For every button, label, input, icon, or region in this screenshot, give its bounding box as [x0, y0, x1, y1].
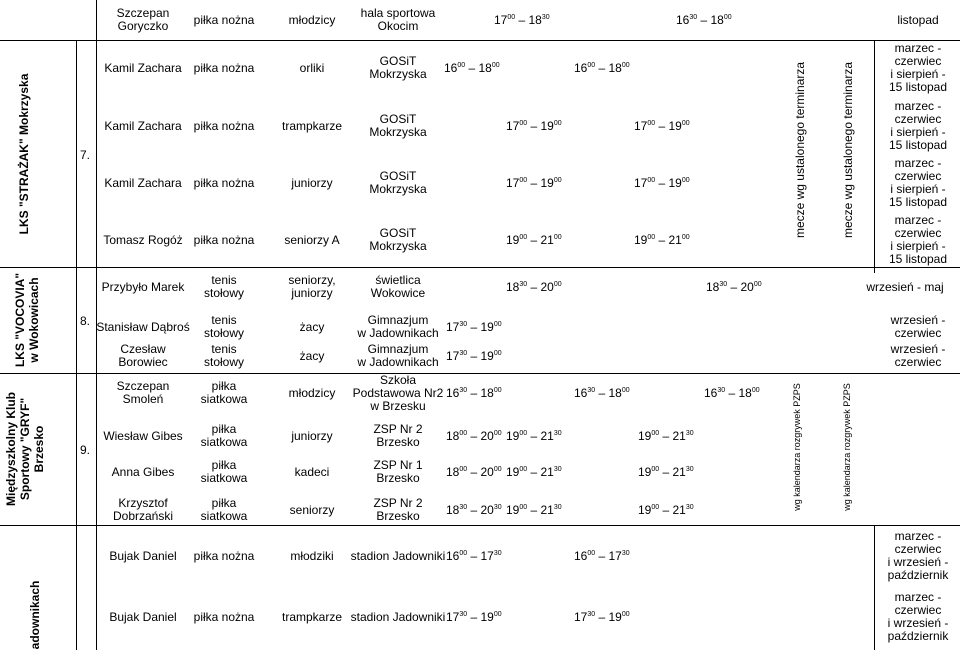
training-time: [446, 610, 502, 624]
training-time: [446, 549, 502, 563]
age-group: trampkarze: [281, 609, 343, 624]
time-hour: 19: [480, 610, 494, 624]
time-minute: 00: [493, 430, 502, 437]
training-time: [446, 349, 502, 363]
time-minute: 00: [519, 120, 528, 127]
time-hour: 16: [574, 61, 588, 75]
coach-name: Bujak Daniel: [109, 609, 177, 624]
time-minute: 30: [685, 466, 694, 473]
training-time: [446, 503, 502, 517]
time-minute: 00: [519, 504, 528, 511]
time-minute: 30: [719, 281, 728, 288]
age-group: orliki: [299, 60, 325, 75]
sport-type: piłka siatkowa: [200, 422, 248, 449]
time-minute: 00: [621, 62, 630, 69]
time-dash: –: [467, 320, 481, 334]
time-hour: 18: [506, 280, 520, 294]
time-dash: –: [527, 233, 541, 247]
time-hour: 18: [608, 61, 622, 75]
row-divider: [0, 267, 960, 268]
coach-name: Kamil Zachara: [104, 118, 182, 133]
time-hour: 18: [446, 429, 460, 443]
time-minute: 30: [541, 14, 550, 21]
training-period: wrzesień - czerwiec: [890, 313, 946, 340]
time-minute: 30: [685, 430, 694, 437]
time-minute: 30: [717, 387, 726, 394]
coach-name: Krzysztof Dobrzański: [112, 496, 174, 523]
training-time: [638, 465, 694, 479]
time-hour: 16: [444, 61, 458, 75]
vertical-note: wg kalendarza rozgrywek PZPS: [842, 383, 852, 511]
coach-name: Kamil Zachara: [104, 60, 182, 75]
time-hour: 21: [672, 429, 686, 443]
training-time: [444, 61, 500, 75]
sport-type: piłka nożna: [193, 232, 255, 247]
age-group: młodziki: [290, 548, 334, 563]
time-hour: 17: [506, 176, 520, 190]
coach-name: Wiesław Gibes: [103, 428, 183, 443]
time-minute: 30: [587, 387, 596, 394]
club-number: 8.: [80, 314, 91, 328]
time-minute: 00: [457, 62, 466, 69]
time-hour: 19: [668, 119, 682, 133]
time-hour: 18: [710, 13, 724, 27]
time-hour: 19: [480, 320, 494, 334]
time-hour: 20: [480, 503, 494, 517]
coach-name: Anna Gibes: [111, 464, 175, 479]
row-divider: [0, 40, 960, 41]
age-group: żacy: [299, 348, 325, 363]
time-hour: 17: [446, 610, 460, 624]
column-divider: [874, 525, 875, 650]
venue: Szkoła Podstawowa Nr2 w Brzesku: [352, 372, 444, 413]
time-minute: 30: [553, 504, 562, 511]
time-hour: 21: [668, 233, 682, 247]
training-time: [446, 429, 502, 443]
coach-name: Kamil Zachara: [104, 175, 182, 190]
club-name: Międzyszkolny Klub Sportowy "GRYF" Brzesko: [4, 391, 46, 507]
time-minute: 00: [621, 611, 630, 618]
time-hour: 19: [638, 503, 652, 517]
training-time: [634, 176, 690, 190]
venue: GOSiT Mokrzyska: [369, 169, 427, 196]
time-dash: –: [527, 119, 541, 133]
training-time: [446, 320, 502, 334]
sport-type: piłka nożna: [193, 60, 255, 75]
venue: świetlica Wokowice: [370, 273, 426, 300]
time-dash: –: [527, 429, 541, 443]
time-hour: 19: [638, 429, 652, 443]
venue: hala sportowa Okocim: [360, 6, 436, 33]
time-minute: 30: [493, 550, 502, 557]
time-minute: 00: [493, 350, 502, 357]
time-hour: 17: [574, 610, 588, 624]
time-minute: 00: [651, 504, 660, 511]
time-minute: 00: [681, 177, 690, 184]
time-hour: 16: [446, 549, 460, 563]
time-minute: 00: [519, 234, 528, 241]
time-hour: 19: [506, 465, 520, 479]
time-minute: 00: [647, 234, 656, 241]
time-dash: –: [697, 13, 711, 27]
training-period: marzec - czerwiec i sierpień - 15 listopad: [888, 156, 948, 209]
column-divider: [874, 40, 875, 273]
training-period: wrzesień - czerwiec: [890, 342, 946, 369]
training-time: [506, 233, 562, 247]
training-period: marzec - czerwiec i sierpień - 15 listopad: [888, 41, 948, 94]
time-hour: 20: [480, 429, 494, 443]
age-group: seniorzy: [289, 502, 335, 517]
training-time: [506, 429, 562, 443]
vertical-note: wg kalendarza rozgrywek PZPS: [792, 383, 802, 511]
training-period: marzec - czerwiec i wrzesień - październik: [887, 529, 949, 582]
time-hour: 18: [478, 61, 492, 75]
time-minute: 30: [621, 550, 630, 557]
time-minute: 00: [553, 281, 562, 288]
sport-type: tenis stołowy: [203, 342, 244, 369]
venue: Gimnazjum w Jadownikach: [357, 342, 439, 369]
time-minute: 00: [493, 387, 502, 394]
column-divider: [76, 40, 77, 650]
time-hour: 21: [672, 503, 686, 517]
training-time: [574, 386, 630, 400]
training-time: [704, 386, 760, 400]
training-time: [574, 549, 630, 563]
time-minute: 30: [689, 14, 698, 21]
age-group: żacy: [299, 319, 325, 334]
time-hour: 19: [506, 429, 520, 443]
time-minute: 30: [553, 466, 562, 473]
time-dash: –: [727, 280, 741, 294]
time-hour: 19: [506, 233, 520, 247]
time-minute: 00: [647, 120, 656, 127]
venue: GOSiT Mokrzyska: [369, 226, 427, 253]
coach-name: Szczepan Goryczko: [116, 6, 170, 33]
vertical-note: mecze wg ustalonego terminarza: [793, 61, 807, 239]
time-hour: 16: [446, 386, 460, 400]
training-time: [506, 465, 562, 479]
time-minute: 00: [587, 550, 596, 557]
venue: stadion Jadowniki: [350, 548, 446, 563]
training-time: [446, 465, 502, 479]
time-dash: –: [467, 465, 481, 479]
time-dash: –: [659, 465, 673, 479]
time-minute: 00: [493, 611, 502, 618]
time-hour: 21: [540, 503, 554, 517]
time-hour: 21: [540, 233, 554, 247]
age-group: seniorzy, juniorzy: [288, 273, 336, 300]
coach-name: Czesław Borowiec: [118, 342, 168, 369]
time-minute: 30: [459, 611, 468, 618]
training-time: [446, 386, 502, 400]
time-minute: 30: [587, 611, 596, 618]
time-hour: 19: [608, 610, 622, 624]
training-time: [634, 119, 690, 133]
time-hour: 19: [668, 176, 682, 190]
age-group: juniorzy: [291, 175, 333, 190]
age-group: młodzicy: [288, 385, 336, 400]
time-hour: 17: [446, 349, 460, 363]
time-minute: 00: [519, 177, 528, 184]
venue: GOSiT Mokrzyska: [369, 112, 427, 139]
sport-type: piłka nożna: [193, 175, 255, 190]
time-minute: 30: [519, 281, 528, 288]
time-dash: –: [467, 349, 481, 363]
time-hour: 18: [706, 280, 720, 294]
venue: ZSP Nr 2 Brzesko: [373, 422, 423, 449]
time-minute: 00: [723, 14, 732, 21]
time-minute: 00: [459, 550, 468, 557]
time-dash: –: [659, 429, 673, 443]
time-dash: –: [527, 465, 541, 479]
coach-name: Szczepan Smoleń: [116, 379, 170, 406]
venue: GOSiT Mokrzyska: [369, 54, 427, 81]
age-group: juniorzy: [291, 428, 333, 443]
time-dash: –: [467, 429, 481, 443]
time-minute: 30: [459, 387, 468, 394]
time-dash: –: [467, 503, 481, 517]
time-hour: 18: [446, 503, 460, 517]
time-hour: 21: [672, 465, 686, 479]
time-minute: 00: [459, 466, 468, 473]
training-time: [706, 280, 762, 294]
time-dash: –: [655, 233, 669, 247]
time-dash: –: [467, 610, 481, 624]
time-minute: 00: [491, 62, 500, 69]
time-hour: 16: [574, 386, 588, 400]
row-divider: [0, 373, 960, 374]
time-minute: 00: [587, 62, 596, 69]
time-hour: 16: [704, 386, 718, 400]
time-minute: 00: [753, 281, 762, 288]
training-time: [506, 280, 562, 294]
training-time: [676, 13, 732, 27]
time-minute: 00: [493, 466, 502, 473]
time-hour: 18: [608, 386, 622, 400]
time-dash: –: [467, 549, 481, 563]
time-minute: 30: [493, 504, 502, 511]
time-dash: –: [527, 280, 541, 294]
venue: ZSP Nr 2 Brzesko: [373, 496, 423, 523]
time-hour: 17: [446, 320, 460, 334]
time-hour: 19: [506, 503, 520, 517]
venue: Gimnazjum w Jadownikach: [357, 313, 439, 340]
time-hour: 20: [480, 465, 494, 479]
time-minute: 00: [553, 177, 562, 184]
age-group: kadeci: [294, 464, 330, 479]
time-hour: 17: [608, 549, 622, 563]
training-period: marzec - czerwiec i sierpień - 15 listopad: [888, 213, 948, 266]
time-dash: –: [467, 386, 481, 400]
training-time: [634, 233, 690, 247]
time-dash: –: [655, 119, 669, 133]
time-minute: 00: [519, 430, 528, 437]
time-minute: 00: [553, 234, 562, 241]
time-minute: 30: [685, 504, 694, 511]
time-minute: 00: [651, 466, 660, 473]
time-dash: –: [595, 386, 609, 400]
time-minute: 30: [459, 321, 468, 328]
training-time: [494, 13, 550, 27]
sport-type: piłka nożna: [193, 118, 255, 133]
time-minute: 00: [681, 120, 690, 127]
time-dash: –: [527, 176, 541, 190]
training-time: [638, 503, 694, 517]
club-name: adownikach: [28, 580, 42, 650]
time-dash: –: [595, 549, 609, 563]
sport-type: piłka siatkowa: [200, 458, 248, 485]
coach-name: Tomasz Rogóż: [103, 232, 183, 247]
sport-type: tenis stołowy: [203, 273, 244, 300]
sport-type: tenis stołowy: [203, 313, 244, 340]
time-hour: 20: [540, 280, 554, 294]
time-hour: 19: [480, 349, 494, 363]
club-name: LKS "STRAŻAK" Mokrzyska: [17, 73, 31, 235]
club-name: LKS "VOCOVIA" w Wokowicach: [13, 272, 41, 368]
training-time: [638, 429, 694, 443]
age-group: młodzicy: [288, 12, 336, 27]
sport-type: piłka siatkowa: [200, 379, 248, 406]
training-period: marzec - czerwiec i sierpień - 15 listopad: [888, 99, 948, 152]
club-number: 9.: [80, 443, 91, 457]
time-minute: 00: [459, 430, 468, 437]
time-hour: 18: [446, 465, 460, 479]
time-dash: –: [595, 61, 609, 75]
training-time: [574, 610, 630, 624]
training-period: listopad: [897, 12, 939, 27]
time-hour: 17: [634, 176, 648, 190]
training-time: [574, 61, 630, 75]
time-minute: 00: [751, 387, 760, 394]
time-hour: 16: [574, 549, 588, 563]
time-minute: 00: [519, 466, 528, 473]
training-time: [506, 176, 562, 190]
time-hour: 17: [634, 119, 648, 133]
age-group: trampkarze: [281, 118, 343, 133]
time-minute: 30: [459, 504, 468, 511]
time-hour: 19: [634, 233, 648, 247]
time-dash: –: [659, 503, 673, 517]
sport-type: piłka nożna: [193, 12, 255, 27]
time-hour: 21: [540, 429, 554, 443]
venue: ZSP Nr 1 Brzesko: [373, 458, 423, 485]
time-minute: 00: [647, 177, 656, 184]
time-dash: –: [655, 176, 669, 190]
time-hour: 21: [540, 465, 554, 479]
sport-type: piłka siatkowa: [200, 496, 248, 523]
coach-name: Przybyło Marek: [101, 279, 185, 294]
club-number: 7.: [80, 148, 91, 162]
row-divider: [0, 525, 960, 526]
time-hour: 18: [738, 386, 752, 400]
sport-type: piłka nożna: [193, 548, 255, 563]
time-hour: 18: [528, 13, 542, 27]
time-hour: 19: [540, 119, 554, 133]
time-minute: 00: [621, 387, 630, 394]
time-hour: 19: [540, 176, 554, 190]
time-minute: 00: [493, 321, 502, 328]
time-hour: 20: [740, 280, 754, 294]
sport-type: piłka nożna: [193, 609, 255, 624]
time-dash: –: [527, 503, 541, 517]
vertical-note: mecze wg ustalonego terminarza: [841, 61, 855, 239]
time-minute: 00: [507, 14, 516, 21]
training-period: marzec - czerwiec i wrzesień - październik: [887, 590, 949, 643]
time-minute: 00: [651, 430, 660, 437]
time-hour: 17: [506, 119, 520, 133]
time-hour: 17: [494, 13, 508, 27]
time-hour: 19: [638, 465, 652, 479]
time-dash: –: [725, 386, 739, 400]
time-minute: 00: [681, 234, 690, 241]
time-hour: 17: [480, 549, 494, 563]
training-time: [506, 503, 562, 517]
time-dash: –: [515, 13, 529, 27]
time-dash: –: [595, 610, 609, 624]
venue: stadion Jadowniki: [350, 609, 446, 624]
coach-name: Bujak Daniel: [109, 548, 177, 563]
time-minute: 00: [553, 120, 562, 127]
time-hour: 18: [480, 386, 494, 400]
training-period: wrzesień - maj: [866, 279, 944, 294]
time-hour: 16: [676, 13, 690, 27]
coach-name: Stanisław Dąbroś: [96, 319, 190, 334]
time-minute: 30: [553, 430, 562, 437]
training-time: [506, 119, 562, 133]
time-minute: 30: [459, 350, 468, 357]
time-dash: –: [465, 61, 479, 75]
age-group: seniorzy A: [284, 232, 340, 247]
